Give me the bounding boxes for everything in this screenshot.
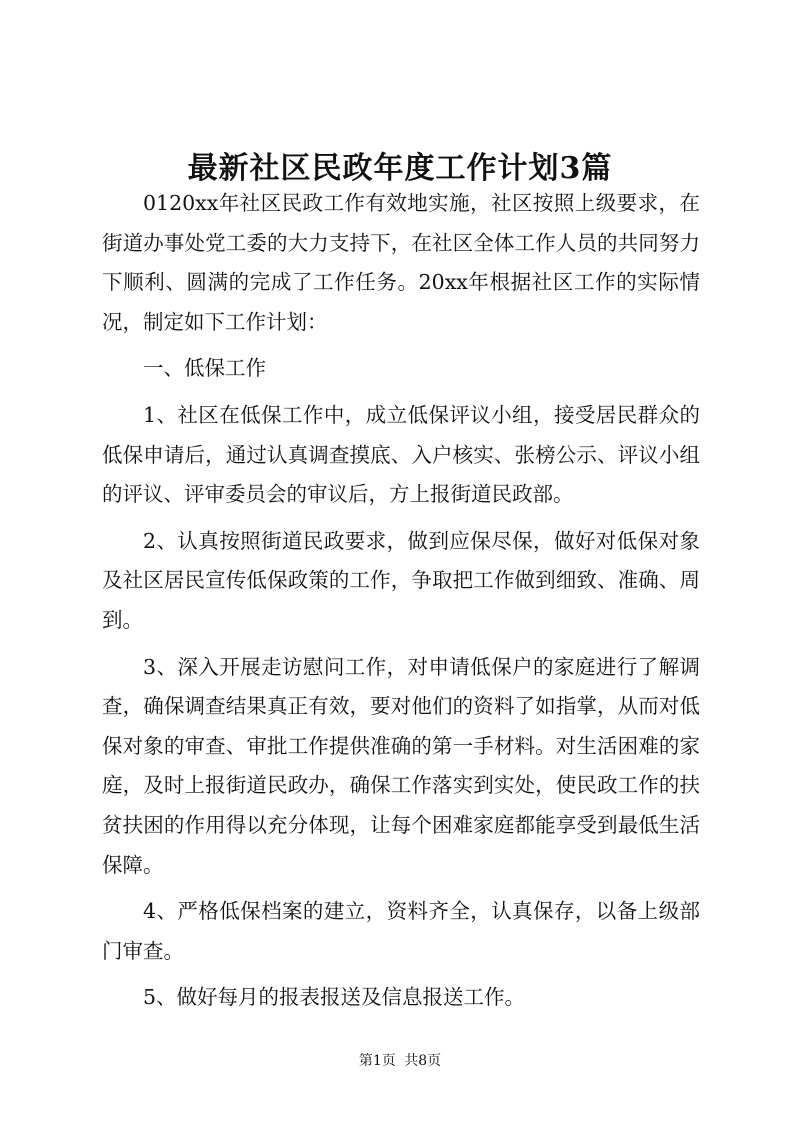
paragraph-item-3: 3、深入开展走访慰问工作，对申请低保户的家庭进行了解调查，确保调查结果真正有效，要对他们的资料了如指掌，从而对低保对象的审查、审批工作提供准确的第一手材料。对生活困难的家庭，及时上报街道民政办，确保工作落实到实处，使民政工作的扶贫扶困的作用得以充分体现，让每个困难家庭都能享受到最低生活保障。 <box>102 654 700 877</box>
document-title: 最新社区民政年度工作计划3篇 <box>187 151 613 186</box>
paragraph-item-1: 1、社区在低保工作中，成立低保评议小组，接受居民群众的低保申请后，通过认真调查摸底、入户核实、张榜公示、评议小组的评议、评审委员会的审议后，方上报街道民政部。 <box>102 402 700 507</box>
page-total: 共8页 <box>404 1053 442 1069</box>
page-number: 第1页 <box>358 1053 396 1069</box>
document-body <box>102 184 700 1025</box>
paragraph-item-5: 5、做好每月的报表报送及信息报送工作。 <box>143 985 526 1010</box>
paragraph-intro: 0120xx年社区民政工作有效地实施，社区按照上级要求，在街道办事处党工委的大力支持下，在社区全体工作人员的共同努力下顺利、圆满的完成了工作任务。20xx年根据社区工作的实际情况，制定如下工作计划： <box>102 191 700 334</box>
paragraph-item-2: 2、认真按照街道民政要求，做到应保尽保，做好对低保对象及社区居民宣传低保政策的工作，争取把工作做到细致、准确、周到。 <box>102 528 700 632</box>
page-footer <box>0 1050 800 1070</box>
section-heading: 一、低保工作 <box>143 356 266 381</box>
paragraph-item-4: 4、严格低保档案的建立，资料齐全，认真保存，以备上级部门审查。 <box>102 899 700 963</box>
